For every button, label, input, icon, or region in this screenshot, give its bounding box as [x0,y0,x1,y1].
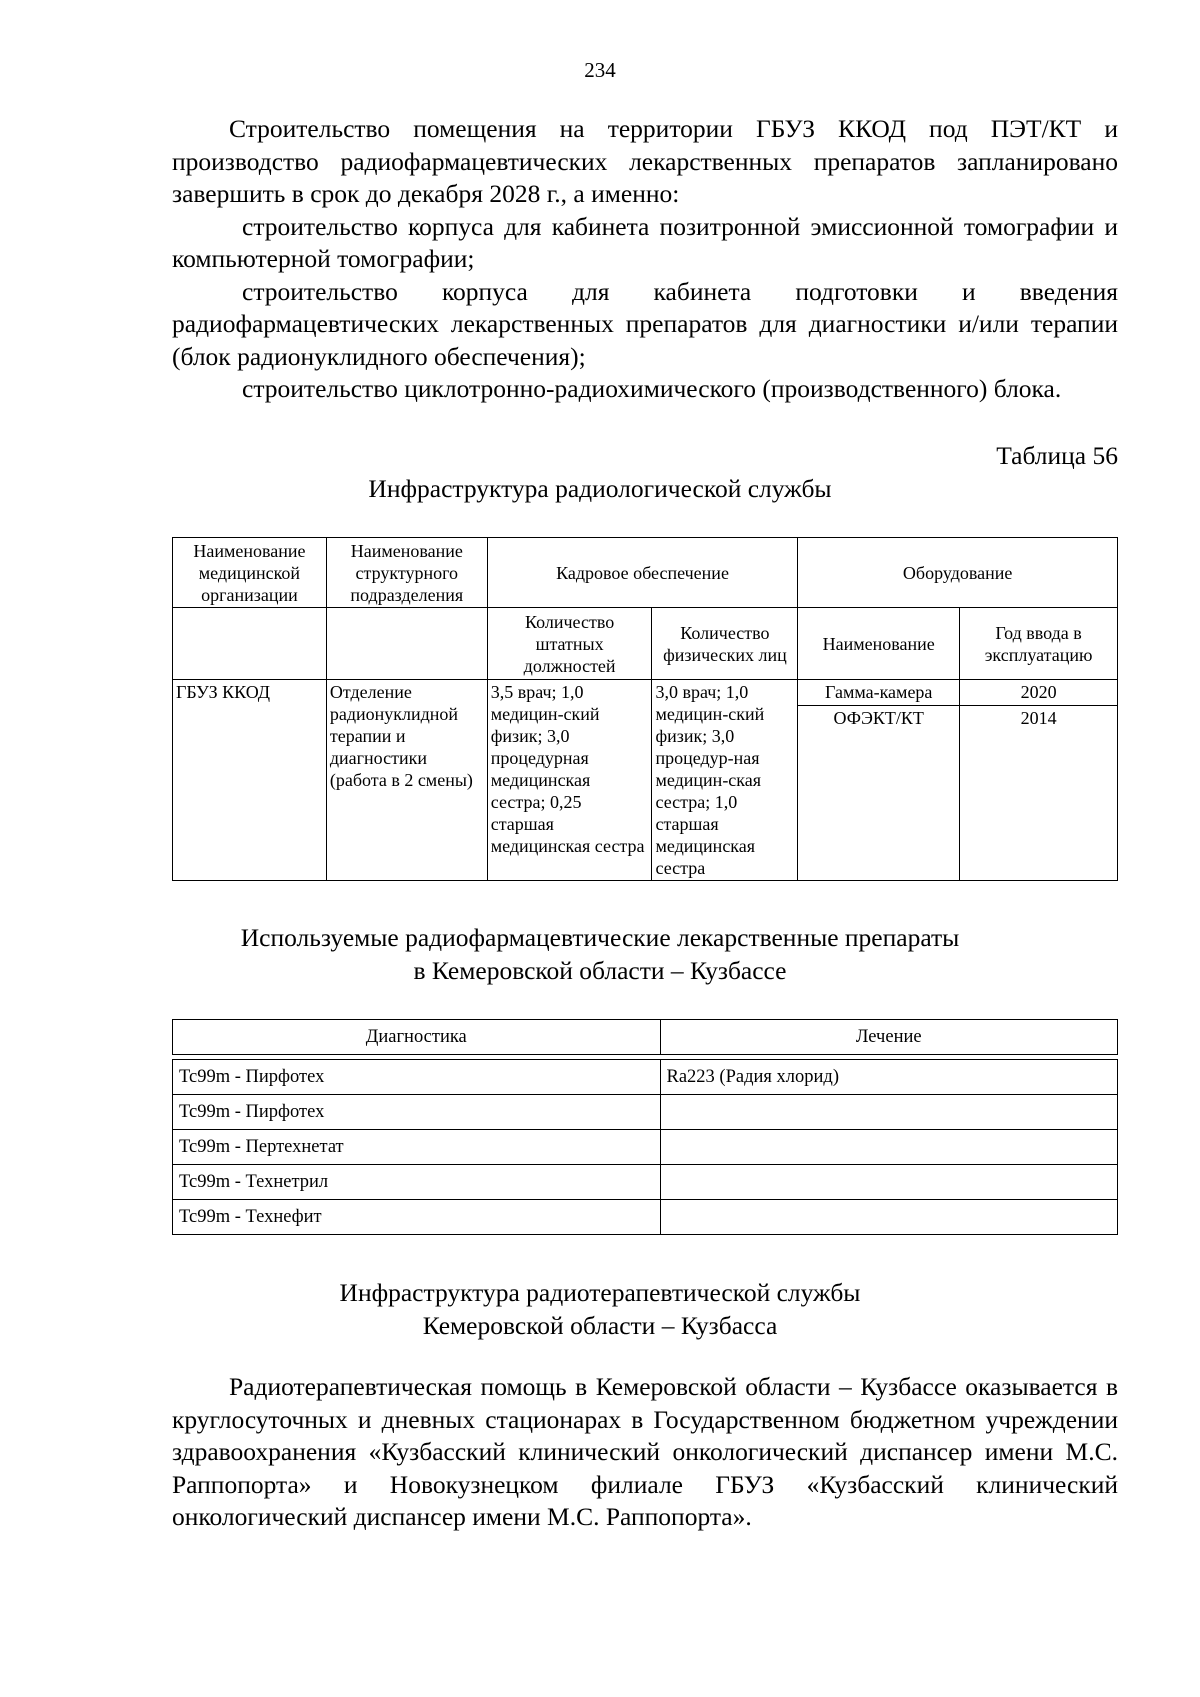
table-row [173,1060,1118,1095]
table2-caption-line-1: Используемые радиофармацевтические лекарственные препараты [240,923,960,952]
table-row [173,1200,1118,1235]
cell-treatment: Ra223 (Радия хлорид) [660,1060,1118,1095]
cell-diagnostics: Tc99m - Пертехнетат [173,1130,661,1165]
cell-treatment [660,1165,1118,1200]
cell-treatment [660,1200,1118,1235]
table-number-label: Таблица 56 [996,441,1118,470]
cell-persons: 3,0 врач; 1,0 медицин-ский физик; 3,0 процедур-ная медицин-ская сестра; 1,0 старшая медицинская сестра [652,680,798,881]
section3-caption-line-2: Кемеровской области – Кузбасса [422,1311,778,1340]
table1-caption: Инфраструктура радиологической службы [368,474,832,503]
intro-list-item-2: строительство корпуса для кабинета подготовки и введения радиофармацевтических лекарственных препаратов для диагностики и/или терапии (блок радионуклидного обеспечения); [172,276,1118,371]
header-treatment: Лечение [660,1020,1118,1055]
header-staff-persons: Количество физических лиц [652,608,798,680]
radiology-infrastructure-table [172,537,1118,881]
cell-equipment-name: ОФЭКТ/КТ [798,706,960,881]
cell-equipment-year: 2014 [960,706,1118,881]
cell-treatment [660,1095,1118,1130]
table-row [173,1130,1118,1165]
cell-diagnostics: Tc99m - Технефит [173,1200,661,1235]
table2-caption [0,921,1200,987]
header-equipment-year: Год ввода в эксплуатацию [960,608,1118,680]
cell-diagnostics: Tc99m - Пирфотех [173,1095,661,1130]
cell-unit: Отделение радионуклидной терапии и диагностики (работа в 2 смены) [326,680,487,881]
section3-text [172,1371,1118,1534]
section3-caption [0,1276,1200,1342]
table-row [173,1095,1118,1130]
section3-caption-line-1: Инфраструктура радиотерапевтической службы [339,1278,861,1307]
cell-diagnostics: Tc99m - Технетрил [173,1165,661,1200]
intro-list-item-3: строительство циклотронно-радиохимического (производственного) блока. [242,374,1062,403]
table-header-row [173,538,1118,608]
header-staff-positions: Количество штатных должностей [487,608,652,680]
radiopharmaceuticals-table [172,1019,1118,1235]
cell-org: ГБУЗ ККОД [173,680,327,881]
table-row [173,1165,1118,1200]
header-staffing: Кадровое обеспечение [487,538,798,608]
table-subheader-row [173,608,1118,680]
header-unit: Наименование структурного подразделения [326,538,487,608]
cell-treatment [660,1130,1118,1165]
table2-caption-line-2: в Кемеровской области – Кузбассе [413,956,787,985]
header-org: Наименование медицинской организации [173,538,327,608]
page-number: 234 [584,58,616,82]
header-diagnostics: Диагностика [173,1020,661,1055]
header-equipment-name: Наименование [798,608,960,680]
intro-list-item-1: строительство корпуса для кабинета позитронной эмиссионной томографии и компьютерной томографии; [172,211,1118,273]
table2-header-row [173,1020,1118,1055]
subheader-empty-1 [173,608,327,680]
table-row [173,680,1118,706]
header-equipment: Оборудование [798,538,1118,608]
intro-text [172,113,1118,406]
cell-positions: 3,5 врач; 1,0 медицин-ский физик; 3,0 процедурная медицинская сестра; 0,25 старшая медицинская сестра [487,680,652,881]
subheader-empty-2 [326,608,487,680]
cell-diagnostics: Tc99m - Пирфотех [173,1060,661,1095]
intro-paragraph-1: Строительство помещения на территории ГБУЗ ККОД под ПЭТ/КТ и производство радиофармацевтических лекарственных препаратов запланировано завершить в срок до декабря 2028 г., а именно: [172,114,1118,208]
section3-paragraph: Радиотерапевтическая помощь в Кемеровской области – Кузбассе оказывается в круглосуточных и дневных стационарах в Государственном бюджетном учреждении здравоохранения «Кузбасский клинический онкологический диспансер имени М.С. Раппопорта» и Новокузнецком филиале ГБУЗ «Кузбасский клинический онкологический диспансер имени М.С. Раппопорта». [172,1372,1118,1531]
cell-equipment-year: 2020 [960,680,1118,706]
cell-equipment-name: Гамма-камера [798,680,960,706]
